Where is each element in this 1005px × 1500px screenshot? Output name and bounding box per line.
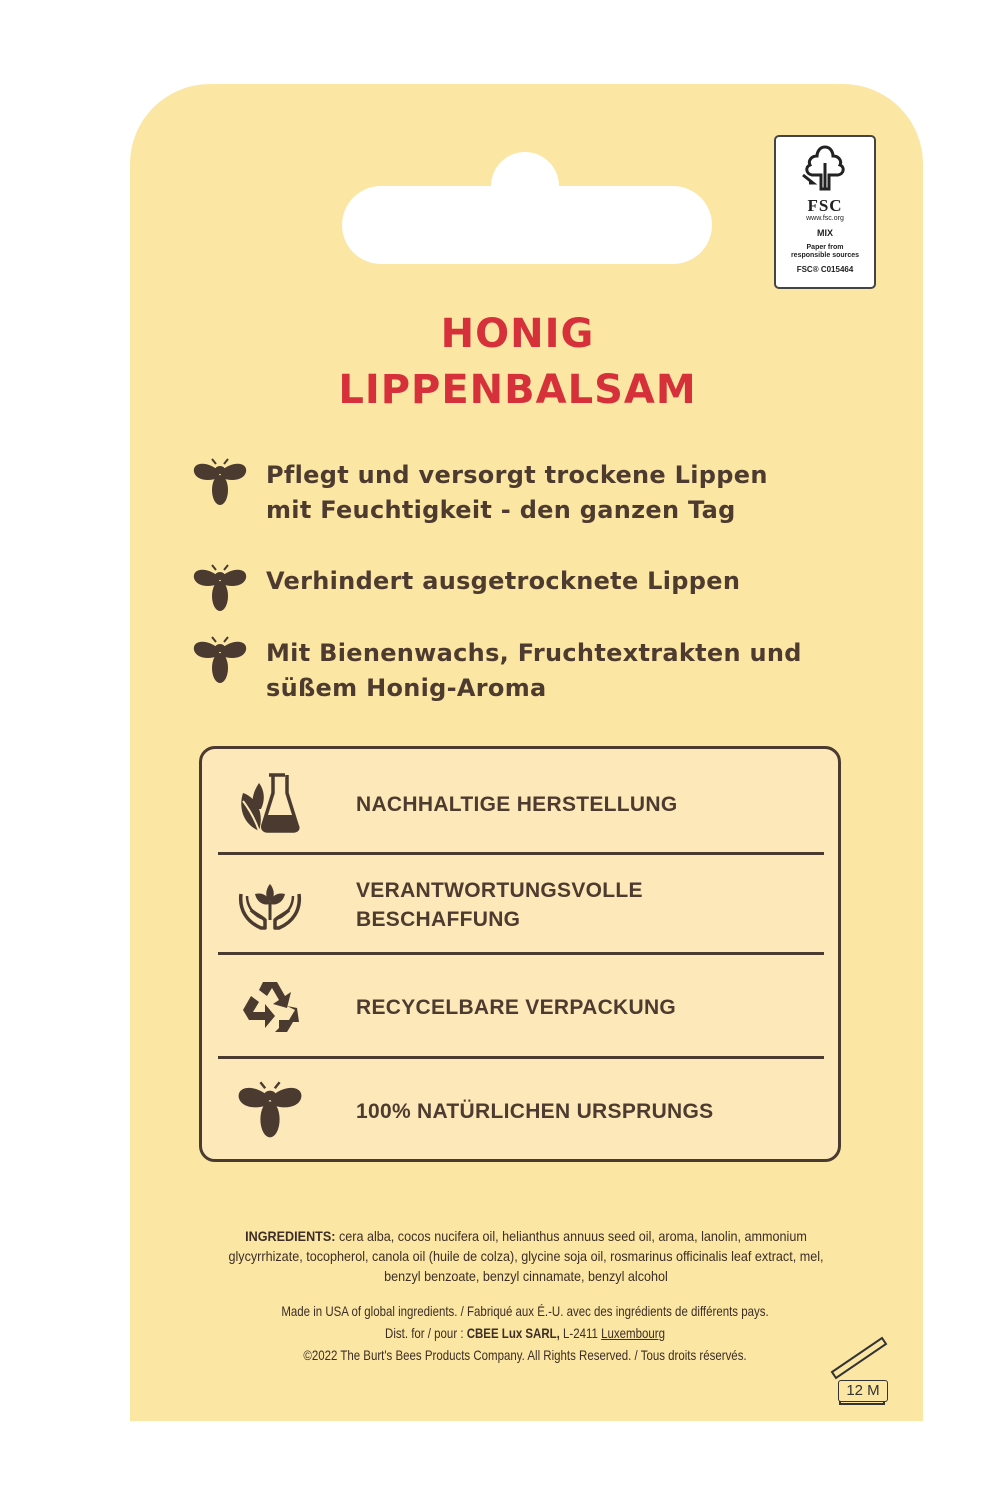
feature-row	[218, 763, 822, 845]
recycle-icon	[235, 972, 305, 1042]
benefit-text-line1: Mit Bienenwachs, Fruchtextrakten und	[266, 639, 802, 667]
divider	[218, 952, 824, 955]
dist-company: CBEE Lux SARL,	[466, 1325, 560, 1341]
product-title-line1: HONIG	[440, 311, 595, 357]
ingredients-line1: cera alba, cocos nucifera oil, helianthus annuus seed oil, aroma, lanolin, ammonium	[335, 1228, 807, 1244]
ingredients-text	[206, 1226, 847, 1286]
fsc-url: www.fsc.org	[806, 215, 844, 222]
fsc-paper-line1: Paper from	[806, 244, 844, 251]
dist-prefix: Dist. for / pour :	[385, 1325, 467, 1341]
legal-text	[250, 1300, 799, 1366]
feature-row	[218, 859, 822, 951]
fsc-mix: MIX	[816, 228, 833, 238]
product-title-line2: LIPPENBALSAM	[338, 367, 697, 413]
feature-label-line2: BESCHAFFUNG	[356, 908, 521, 931]
features-box	[199, 746, 841, 1162]
ingredients-line3: benzyl benzoate, benzyl cinnamate, benzyl alcohol	[384, 1268, 668, 1284]
benefit-text-line2: süßem Honig-Aroma	[266, 674, 547, 702]
divider	[218, 852, 824, 855]
fsc-code: FSC® C015464	[796, 265, 854, 274]
copyright-line: ©2022 The Burt's Bees Products Company. All Rights Reserved. / Tous droits réservés.	[303, 1347, 747, 1363]
dist-address: L-2411	[559, 1325, 602, 1341]
feature-row	[218, 961, 822, 1053]
ingredients-label: INGREDIENTS:	[245, 1228, 336, 1244]
benefit-text-line2: mit Feuchtigkeit - den ganzen Tag	[266, 496, 736, 524]
fsc-brand: FSC	[807, 196, 843, 215]
feature-label-line1: VERANTWORTUNGSVOLLE	[356, 879, 643, 902]
fsc-paper-line2: responsible sources	[790, 252, 860, 259]
benefit-item	[190, 636, 870, 706]
fsc-tree-icon	[795, 143, 855, 193]
bee-icon	[190, 564, 250, 614]
fsc-logo	[774, 135, 876, 289]
divider	[218, 1056, 824, 1059]
bee-icon	[233, 1081, 307, 1141]
bee-icon	[190, 458, 250, 508]
benefit-item	[190, 564, 870, 614]
benefit-item	[190, 458, 870, 528]
dist-city: Luxembourg	[601, 1325, 665, 1341]
distributor-line	[250, 1322, 799, 1344]
feature-label-line1: 100% NATÜRLICHEN URSPRUNGS	[356, 1099, 714, 1123]
ingredients-line2: glycyrrhizate, tocopherol, canola oil (huile de colza), glycine soja oil, rosmarinus officinalis leaf extract, mel,	[228, 1248, 824, 1264]
benefit-text-line1: Pflegt und versorgt trockene Lippen	[266, 461, 768, 489]
made-in-line: Made in USA of global ingredients. / Fabriqué aux É.-U. avec des ingrédients de différents pays.	[281, 1303, 769, 1319]
feature-label-line1: RECYCELBARE VERPACKUNG	[356, 995, 677, 1019]
bee-icon	[190, 636, 250, 686]
pao-label: 12 M	[838, 1380, 888, 1402]
benefit-text-line1: Verhindert ausgetrocknete Lippen	[266, 567, 741, 595]
feature-label-line1: NACHHALTIGE HERSTELLUNG	[356, 792, 678, 816]
hang-hole-notch	[491, 152, 559, 212]
hands-plant-icon	[235, 870, 305, 940]
leaf-flask-icon	[235, 769, 305, 839]
feature-row	[218, 1065, 822, 1157]
